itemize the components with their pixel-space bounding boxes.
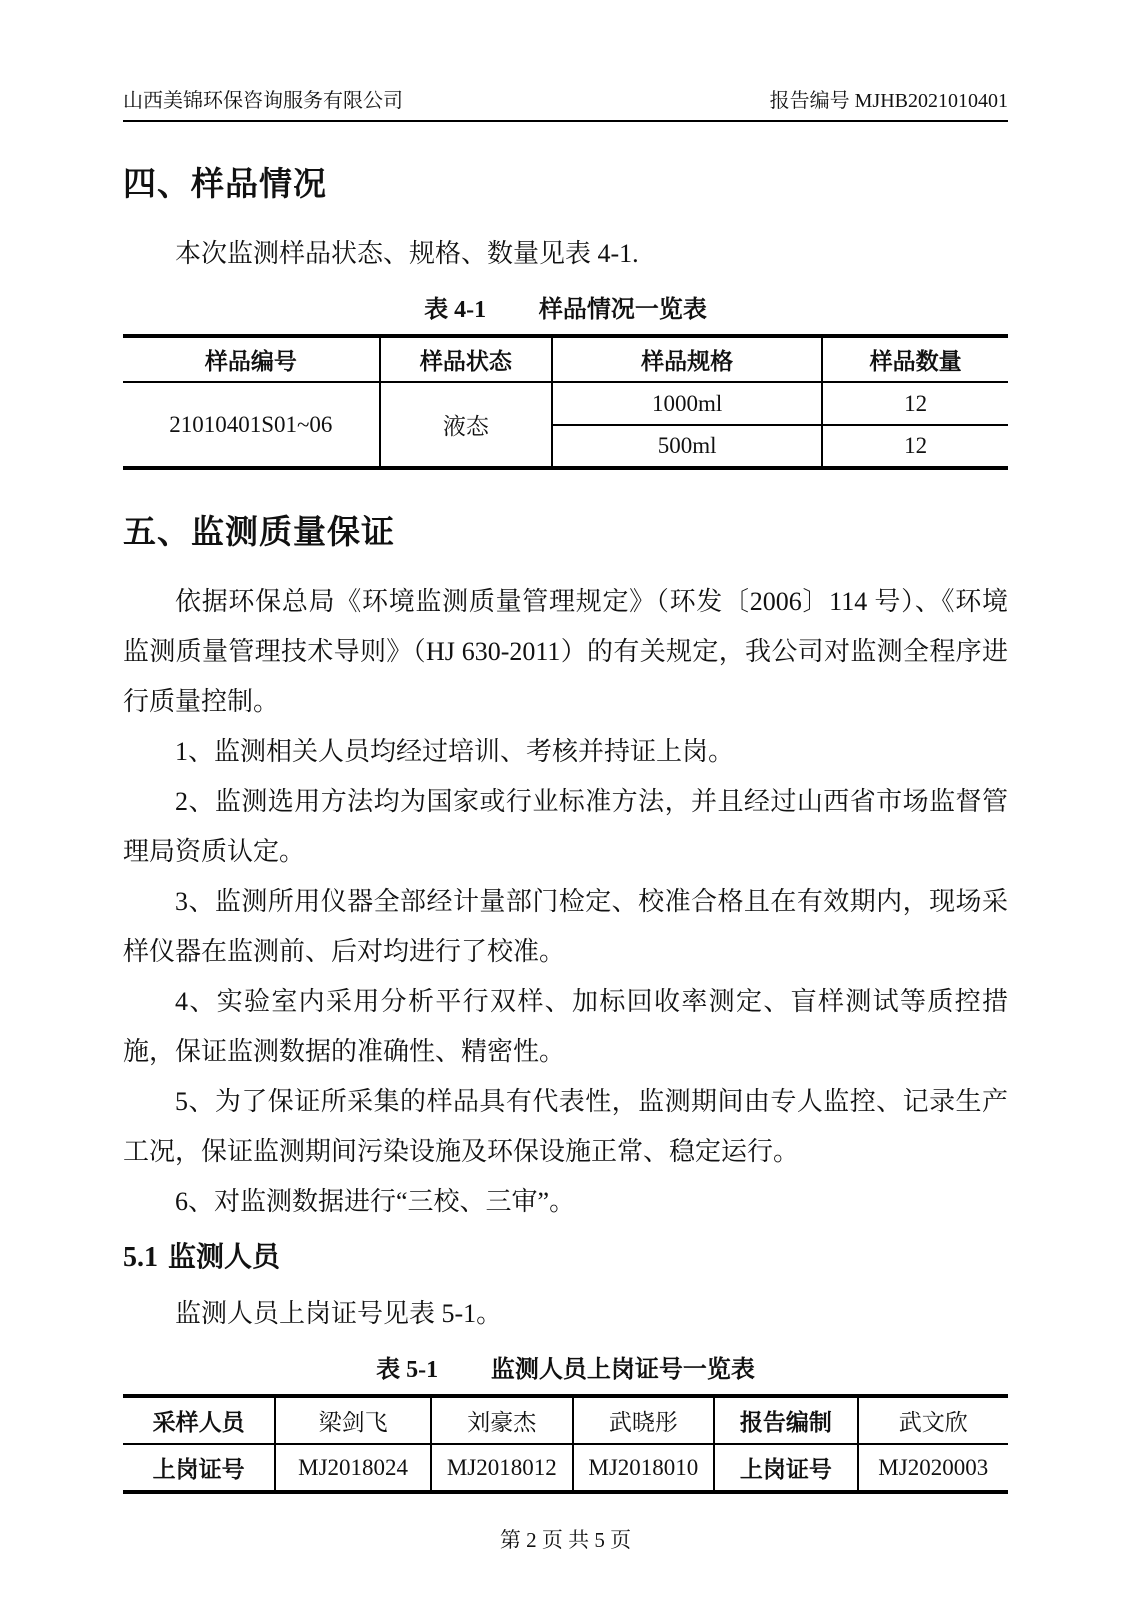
subsection51-title: 监测人员 [168,1241,281,1272]
running-header [123,84,1008,122]
table51-sampler-3: 武晓彤 [573,1396,715,1444]
table41-cell-spec-2: 500ml [552,425,822,468]
table51-label-report-author: 报告编制 [714,1396,857,1444]
table51-label-cert-no: 上岗证号 [123,1444,275,1492]
table41-caption [123,289,1008,324]
report-number: 报告编号 MJHB2021010401 [769,90,1008,112]
table41-row-1 [123,382,1008,425]
table51-label-samplers: 采样人员 [123,1396,275,1444]
table51-row-names [123,1396,1008,1444]
table41-caption-label: 表 4-1 [424,297,487,323]
table51-caption-label: 表 5-1 [376,1357,439,1383]
table-5-1 [123,1394,1008,1494]
section4-heading: 四、样品情况 [123,165,327,202]
table51-sampler-1: 梁剑飞 [275,1396,431,1444]
table51-sampler-2: 刘豪杰 [431,1396,573,1444]
section5-paragraph-2: 1、监测相关人员均经过培训、考核并持证上岗。 [175,737,735,766]
table41-cell-sample-state: 液态 [380,382,553,468]
company-name: 山西美锦环保咨询服务有限公司 [123,90,403,112]
table41-header-sample-spec: 样品规格 [552,336,822,382]
section5-paragraph-5: 4、实验室内采用分析平行双样、加标回收率测定、盲样测试等质控措施，保证监测数据的准确性、精密性。 [123,987,1008,1066]
table51-label-cert-no-2: 上岗证号 [714,1444,857,1492]
section5-paragraph-3: 2、监测选用方法均为国家或行业标准方法，并且经过山西省市场监督管理局资质认定。 [123,787,1008,866]
section4-intro: 本次监测样品状态、规格、数量见表 4-1. [175,239,639,268]
section5-paragraph-6: 5、为了保证所采集的样品具有代表性，监测期间由专人监控、记录生产工况，保证监测期间污染设施及环保设施正常、稳定运行。 [123,1087,1008,1166]
section5-heading: 五、监测质量保证 [123,513,395,550]
table51-cert-3: MJ2018010 [573,1444,715,1492]
table41-caption-title: 样品情况一览表 [538,297,707,323]
table41-header-sample-qty: 样品数量 [822,336,1008,382]
table51-cert-author: MJ2020003 [878,1454,989,1480]
table51-row-certificates [123,1444,1008,1492]
section5-paragraph-1: 依据环保总局《环境监测质量管理规定》（环发〔2006〕114 号）、《环境监测质量管理技术导则》（HJ 630-2011）的有关规定，我公司对监测全程序进行质量控制。 [123,587,1008,716]
table41-header-sample-id: 样品编号 [123,336,380,382]
subsection51-number: 5.1 [123,1242,158,1273]
table41-cell-spec-1: 1000ml [552,382,822,425]
section5-paragraph-7: 6、对监测数据进行“三校、三审”。 [175,1187,576,1216]
page-number: 第 2 页 共 5 页 [499,1528,632,1552]
table41-cell-qty-2: 12 [904,433,928,458]
subsection51-intro: 监测人员上岗证号见表 5-1。 [175,1299,503,1328]
table51-cert-1: MJ2018024 [275,1444,431,1492]
table41-cell-qty-1: 12 [822,382,1008,425]
table41-header-sample-state: 样品状态 [380,336,553,382]
table-4-1 [123,334,1008,470]
table41-header-row [123,336,1008,382]
table51-cert-2: MJ2018012 [431,1444,573,1492]
table51-caption [123,1349,1008,1384]
table51-caption-title: 监测人员上岗证号一览表 [490,1357,755,1383]
section5-paragraph-4: 3、监测所用仪器全部经计量部门检定、校准合格且在有效期内，现场采样仪器在监测前、后对均进行了校准。 [123,887,1008,966]
table51-report-author: 武文欣 [858,1396,1008,1444]
subsection51-heading [123,1235,1008,1275]
table41-cell-sample-id: 21010401S01~06 [123,382,380,468]
